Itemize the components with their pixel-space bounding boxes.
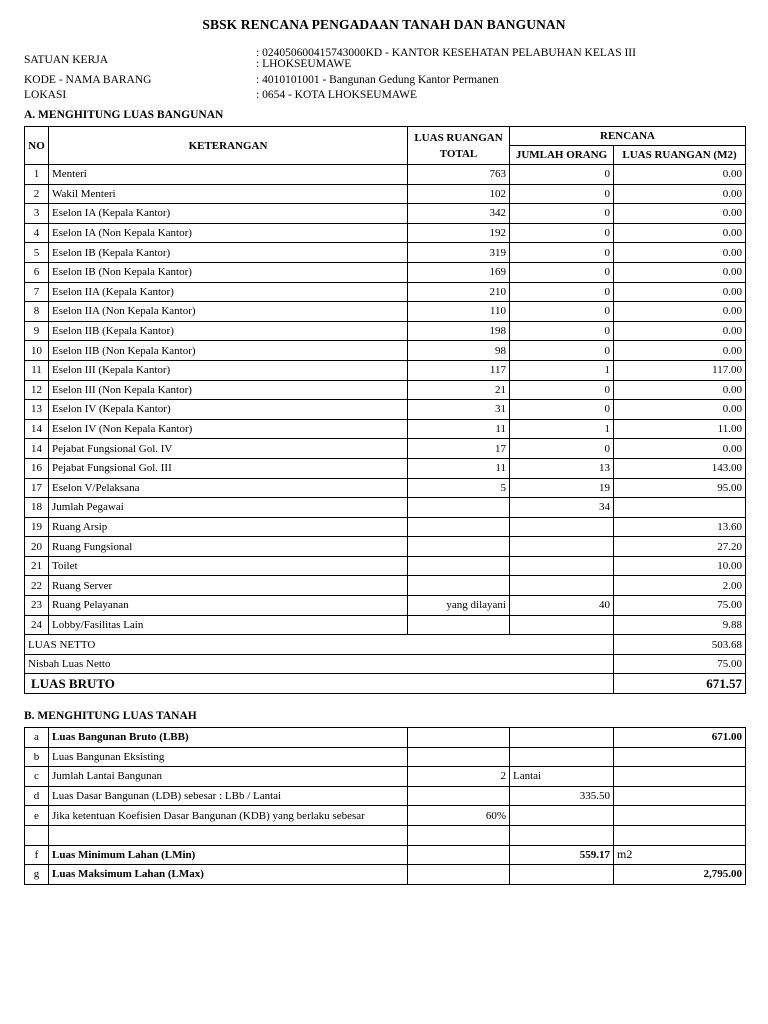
table-row [25,243,746,263]
row-value-col4 [510,865,614,885]
row-luas-total: 342 [408,204,510,224]
row-luas-total: 102 [408,184,510,204]
kode-label: KODE - NAMA BARANG [24,74,152,86]
row-luas-ruangan: 0.00 [614,165,746,185]
row-value-col3 [408,728,510,748]
table-row [25,262,746,282]
table-row [25,825,746,845]
row-luas-ruangan: 117.00 [614,360,746,380]
row-luas-total [408,537,510,557]
row-no: 21 [25,556,49,576]
row-value-col4 [510,728,614,748]
row-luas-total: 198 [408,321,510,341]
row-no: b [25,747,49,767]
row-luas-total: 11 [408,458,510,478]
row-keterangan: Eselon IB (Kepala Kantor) [49,243,408,263]
row-value-col4: 335.50 [510,786,614,806]
table-row [25,865,746,885]
row-luas-ruangan: 143.00 [614,458,746,478]
row-luas-total: 192 [408,223,510,243]
row-no: 14 [25,419,49,439]
luas-tanah-table [24,727,746,885]
table-row [25,302,746,322]
row-no [25,825,49,845]
table-row [25,806,746,826]
row-luas-total: 319 [408,243,510,263]
row-keterangan: Luas Maksimum Lahan (LMax) [49,865,408,885]
row-luas-ruangan [614,498,746,518]
row-no: 7 [25,282,49,302]
row-keterangan: Jika ketentuan Koefisien Dasar Bangunan (KDB) yang berlaku sebesar [49,806,408,826]
row-no: 24 [25,615,49,635]
section-b-title: B. MENGHITUNG LUAS TANAH [24,710,197,722]
table-row [25,204,746,224]
row-keterangan: Jumlah Pegawai [49,498,408,518]
satuan-kerja-value-line2: : LHOKSEUMAWE [256,58,352,70]
luas-bruto-label: LUAS BRUTO [25,674,614,694]
row-luas-total: 110 [408,302,510,322]
section-a-title: A. MENGHITUNG LUAS BANGUNAN [24,109,224,121]
row-value-col3 [408,845,510,865]
row-jumlah-orang: 0 [510,223,614,243]
row-luas-total [408,517,510,537]
col-luas-ruangan-line2: TOTAL [439,147,478,160]
row-luas-total: 763 [408,165,510,185]
row-luas-ruangan: 27.20 [614,537,746,557]
table-row [25,360,746,380]
row-value-col3 [408,865,510,885]
row-keterangan: Toilet [49,556,408,576]
table-row [25,498,746,518]
row-keterangan: Eselon IIA (Non Kepala Kantor) [49,302,408,322]
table-row [25,576,746,596]
row-luas-ruangan: 0.00 [614,302,746,322]
row-keterangan: Menteri [49,165,408,185]
row-keterangan: Luas Minimum Lahan (LMin) [49,845,408,865]
row-jumlah-orang: 19 [510,478,614,498]
table-row [25,282,746,302]
row-luas-total [408,556,510,576]
satuan-kerja-label: SATUAN KERJA [24,54,109,66]
row-luas-total: 17 [408,439,510,459]
table-row [25,747,746,767]
row-value-col3: 2 [408,767,510,787]
row-no: 20 [25,537,49,557]
row-no: 10 [25,341,49,361]
row-jumlah-orang: 0 [510,243,614,263]
row-keterangan: Jumlah Lantai Bangunan [49,767,408,787]
row-value-col4: Lantai [510,767,614,787]
row-jumlah-orang: 0 [510,262,614,282]
row-keterangan: Eselon IV (Kepala Kantor) [49,400,408,420]
row-luas-ruangan: 13.60 [614,517,746,537]
row-value-col4 [510,825,614,845]
row-luas-ruangan: 0.00 [614,321,746,341]
table-row [25,517,746,537]
row-luas-total [408,576,510,596]
row-keterangan: Eselon III (Non Kepala Kantor) [49,380,408,400]
row-no: 22 [25,576,49,596]
row-luas-ruangan: 0.00 [614,204,746,224]
row-no: 3 [25,204,49,224]
row-jumlah-orang: 1 [510,419,614,439]
row-value-col5: 2,795.00 [614,865,746,885]
row-luas-ruangan: 10.00 [614,556,746,576]
row-luas-total: 98 [408,341,510,361]
row-value-col5 [614,825,746,845]
page-title: SBSK RENCANA PENGADAAN TANAH DAN BANGUNAN [202,17,566,32]
col-luas-ruangan-m2: LUAS RUANGAN (M2) [614,146,746,165]
row-value-col3: 60% [408,806,510,826]
table-row [25,556,746,576]
row-keterangan: Eselon IV (Non Kepala Kantor) [49,419,408,439]
table-row [25,596,746,616]
row-keterangan: Ruang Fungsional [49,537,408,557]
row-luas-ruangan: 0.00 [614,439,746,459]
row-value-col5: m2 [614,845,746,865]
row-luas-ruangan: 0.00 [614,223,746,243]
row-keterangan: Pejabat Fungsional Gol. IV [49,439,408,459]
row-jumlah-orang [510,517,614,537]
row-jumlah-orang: 0 [510,400,614,420]
row-keterangan: Eselon III (Kepala Kantor) [49,360,408,380]
row-value-col3 [408,786,510,806]
row-no: c [25,767,49,787]
row-luas-total [408,498,510,518]
row-no: 23 [25,596,49,616]
row-luas-ruangan: 0.00 [614,380,746,400]
row-jumlah-orang: 0 [510,204,614,224]
table-row [25,845,746,865]
table-row [25,184,746,204]
row-no: 5 [25,243,49,263]
row-no: 16 [25,458,49,478]
table-row [25,537,746,557]
row-luas-ruangan: 0.00 [614,184,746,204]
table-row [25,478,746,498]
row-jumlah-orang: 0 [510,165,614,185]
luas-bruto-value: 671.57 [614,674,746,694]
table-row [25,380,746,400]
row-value-col5: 671.00 [614,728,746,748]
row-value-col4 [510,806,614,826]
row-value-col4: 559.17 [510,845,614,865]
row-keterangan: Eselon IB (Non Kepala Kantor) [49,262,408,282]
row-keterangan: Luas Dasar Bangunan (LDB) sebesar : LBb / Lantai [49,786,408,806]
row-luas-ruangan: 75.00 [614,596,746,616]
kode-value: : 4010101001 - Bangunan Gedung Kantor Permanen [256,74,499,86]
table-row [25,400,746,420]
row-jumlah-orang [510,615,614,635]
table-row [25,341,746,361]
nisbah-label: Nisbah Luas Netto [25,654,614,674]
row-value-col5 [614,806,746,826]
row-luas-ruangan: 95.00 [614,478,746,498]
row-no: 8 [25,302,49,322]
satuan-kerja-value-line1: : 024050600415743000KD - KANTOR KESEHATAN PELABUHAN KELAS III [256,47,636,59]
row-jumlah-orang: 34 [510,498,614,518]
row-jumlah-orang [510,537,614,557]
row-no: 19 [25,517,49,537]
table-row [25,165,746,185]
row-value-col5 [614,786,746,806]
row-luas-total: 169 [408,262,510,282]
table-row [25,419,746,439]
row-jumlah-orang: 1 [510,360,614,380]
row-no: 11 [25,360,49,380]
row-value-col3 [408,825,510,845]
row-luas-total: yang dilayani [408,596,510,616]
col-jumlah-orang: JUMLAH ORANG [510,146,614,165]
row-luas-total: 31 [408,400,510,420]
row-jumlah-orang: 0 [510,439,614,459]
row-jumlah-orang: 0 [510,321,614,341]
row-luas-total: 117 [408,360,510,380]
table-row [25,458,746,478]
row-keterangan: Eselon IIB (Kepala Kantor) [49,321,408,341]
row-no: g [25,865,49,885]
row-no: 4 [25,223,49,243]
row-jumlah-orang [510,576,614,596]
col-no: NO [25,127,49,165]
row-keterangan [49,825,408,845]
row-jumlah-orang [510,556,614,576]
row-luas-ruangan: 11.00 [614,419,746,439]
row-no: a [25,728,49,748]
row-keterangan: Wakil Menteri [49,184,408,204]
row-no: 2 [25,184,49,204]
row-keterangan: Eselon IIB (Non Kepala Kantor) [49,341,408,361]
row-jumlah-orang: 0 [510,302,614,322]
row-no: 6 [25,262,49,282]
row-value-col4 [510,747,614,767]
lokasi-value: : 0654 - KOTA LHOKSEUMAWE [256,89,418,101]
row-value-col5 [614,747,746,767]
table-row [25,439,746,459]
row-keterangan: Luas Bangunan Bruto (LBB) [49,728,408,748]
row-luas-ruangan: 0.00 [614,341,746,361]
row-no: e [25,806,49,826]
row-no: d [25,786,49,806]
table-row [25,786,746,806]
table-row [25,767,746,787]
row-luas-total: 21 [408,380,510,400]
table-row [25,321,746,341]
row-keterangan: Ruang Pelayanan [49,596,408,616]
row-value-col5 [614,767,746,787]
row-no: 18 [25,498,49,518]
row-keterangan: Eselon IA (Kepala Kantor) [49,204,408,224]
luas-netto-label: LUAS NETTO [25,635,614,655]
row-keterangan: Pejabat Fungsional Gol. III [49,458,408,478]
col-luas-ruangan-line1: LUAS RUANGAN [414,131,503,144]
col-luas-ruangan-total [408,127,510,165]
row-keterangan: Luas Bangunan Eksisting [49,747,408,767]
row-luas-total: 5 [408,478,510,498]
row-no: f [25,845,49,865]
row-no: 1 [25,165,49,185]
col-rencana: RENCANA [510,127,746,146]
row-jumlah-orang: 40 [510,596,614,616]
row-keterangan: Ruang Arsip [49,517,408,537]
luas-netto-value: 503.68 [614,635,746,655]
row-luas-ruangan: 0.00 [614,400,746,420]
row-keterangan: Eselon IA (Non Kepala Kantor) [49,223,408,243]
row-no: 13 [25,400,49,420]
row-luas-total [408,615,510,635]
row-luas-total: 210 [408,282,510,302]
lokasi-label: LOKASI [24,89,67,101]
luas-bangunan-table [24,126,746,694]
row-luas-ruangan: 0.00 [614,243,746,263]
row-jumlah-orang: 13 [510,458,614,478]
row-no: 14 [25,439,49,459]
table-row [25,615,746,635]
table-row [25,223,746,243]
row-no: 9 [25,321,49,341]
row-value-col3 [408,747,510,767]
row-keterangan: Eselon IIA (Kepala Kantor) [49,282,408,302]
row-luas-ruangan: 2.00 [614,576,746,596]
row-jumlah-orang: 0 [510,282,614,302]
row-no: 17 [25,478,49,498]
row-jumlah-orang: 0 [510,184,614,204]
col-keterangan: KETERANGAN [49,127,408,165]
row-luas-ruangan: 0.00 [614,262,746,282]
row-keterangan: Eselon V/Pelaksana [49,478,408,498]
nisbah-value: 75.00 [614,654,746,674]
row-luas-ruangan: 9.88 [614,615,746,635]
row-luas-total: 11 [408,419,510,439]
row-jumlah-orang: 0 [510,380,614,400]
row-keterangan: Ruang Server [49,576,408,596]
row-jumlah-orang: 0 [510,341,614,361]
row-keterangan: Lobby/Fasilitas Lain [49,615,408,635]
row-no: 12 [25,380,49,400]
table-row [25,728,746,748]
row-luas-ruangan: 0.00 [614,282,746,302]
